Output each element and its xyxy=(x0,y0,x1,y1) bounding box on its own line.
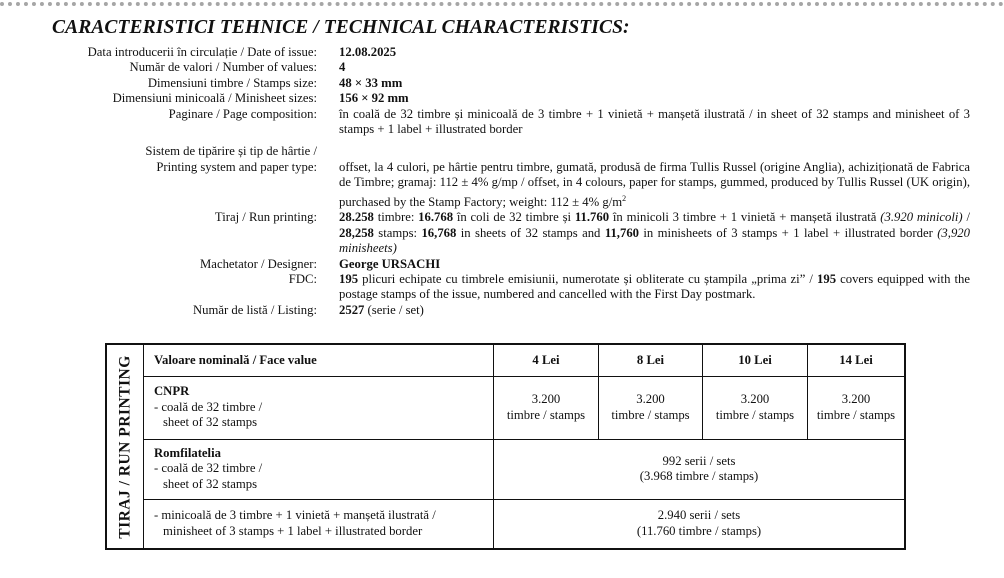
side-label-cell xyxy=(106,344,144,549)
info-row-printing xyxy=(0,160,970,210)
stamp-size-value: 48 × 33 mm xyxy=(339,75,403,90)
romfil-value2: (3.968 timbre / stamps) xyxy=(639,469,759,483)
romfil-value1: 992 serii / sets xyxy=(662,453,736,468)
printing-label-line1: Sistem de tipărire și tip de hârtie / xyxy=(145,144,317,159)
printing-value: offset, la 4 culori, pe hârtie pentru timbre, gumată, produsă de firma Tullis Russel (origine Anglia), achiziționată de Fabrica de Timbre; gramaj: 112 ± 4% g/mp / offset, in 4 colours, paper for stamps, gummed, produced by Tullis Russel (UK origin), purchased by the Stamp Factory; weight: 112 ± 4% $g/m^2$ xyxy=(339,159,970,209)
romfil-desc xyxy=(144,439,494,499)
table-header-row xyxy=(106,344,905,376)
minisheet-desc xyxy=(144,499,494,549)
cnpr-qty: 3.200 xyxy=(740,392,770,407)
date-value: 12.08.2025 xyxy=(339,45,397,59)
values-value: 4 xyxy=(339,60,346,75)
col-header-10-lei: 10 Lei xyxy=(703,344,808,376)
side-label: TIRAJ / RUN PRINTING xyxy=(116,354,134,539)
page-heading: CARACTERISTICI TEHNICE / TECHNICAL CHARACTERISTICS: xyxy=(52,17,630,38)
fdc-label: FDC: xyxy=(288,271,317,286)
composition-label: Paginare / Page composition: xyxy=(168,106,317,121)
info-row-composition xyxy=(0,107,970,138)
info-row-minisheet-size xyxy=(0,91,970,106)
info-row-listing xyxy=(0,303,970,318)
info-row-designer xyxy=(0,257,970,272)
col-header-4-lei: 4 Lei xyxy=(494,344,599,376)
cnpr-qty: 3.200 xyxy=(531,392,561,407)
run-label: Tiraj / Run printing: xyxy=(214,210,317,225)
printing-label-line2: Printing system and paper type: xyxy=(156,159,317,174)
info-row-printing-label xyxy=(0,144,970,159)
cnpr-cell-10-lei xyxy=(703,376,808,439)
table-row-cnpr xyxy=(106,376,905,439)
cnpr-unit: timbre / stamps xyxy=(506,407,586,422)
minisheet-line2: minisheet of 3 stamps + 1 label + illustrated border xyxy=(163,523,423,538)
listing-value: 2527 (serie / set) xyxy=(339,302,424,317)
table-row-romfilatelia xyxy=(106,439,905,499)
minisheet-line1: - minicoală de 3 timbre + 1 vinietă + manșetă ilustrată / xyxy=(154,508,436,523)
run-printing-table xyxy=(105,343,906,550)
col-header-8-lei: 8 Lei xyxy=(599,344,703,376)
date-label: Data introducerii în circulație / Date of issue: xyxy=(87,45,317,59)
minisheet-size-value: 156 × 92 mm xyxy=(339,91,409,106)
romfil-line2: sheet of 32 stamps xyxy=(163,476,258,491)
cnpr-unit: timbre / stamps xyxy=(715,407,795,422)
table-row-minisheet xyxy=(106,499,905,549)
romfil-line1: - coală de 32 timbre / xyxy=(154,461,263,476)
minisheet-value1: 2.940 serii / sets xyxy=(657,508,741,523)
cnpr-qty: 3.200 xyxy=(841,392,871,407)
dotted-separator xyxy=(0,2,1004,6)
info-row-stamp-size xyxy=(0,76,970,91)
listing-label: Număr de listă / Listing: xyxy=(192,302,317,317)
minisheet-value-cell xyxy=(494,499,906,549)
cnpr-cell-8-lei xyxy=(599,376,703,439)
info-row-date xyxy=(0,45,970,60)
run-value: 28.258 timbre: 16.768 în coli de 32 timbre și 11.760 în minicoli 3 timbre + 1 vinietă + manșetă ilustrată (3.920 minicoli) / 28,258 stamps: 16,768 in sheets of 32 stamps and 11,760 in minisheets of 3 stamps + 1 label + illustrated border (3,920 minisheets) xyxy=(339,210,970,256)
designer-value: George URSACHI xyxy=(339,256,441,271)
face-value-header: Valoare nominală / Face value xyxy=(144,344,494,376)
designer-label: Machetator / Designer: xyxy=(200,256,317,271)
info-row-run xyxy=(0,210,970,256)
info-row-fdc xyxy=(0,272,970,303)
composition-value: în coală de 32 timbre și minicoală de 3 timbre + 1 vinietă + manșetă ilustrată / in sheet of 32 stamps and minisheet of 3 stamps + 1 label + illustrated border xyxy=(339,106,970,137)
col-header-14-lei: 14 Lei xyxy=(808,344,906,376)
cnpr-line2: sheet of 32 stamps xyxy=(163,415,258,430)
romfil-value-cell xyxy=(494,439,906,499)
romfil-title: Romfilatelia xyxy=(154,445,221,460)
cnpr-cell-4-lei xyxy=(494,376,599,439)
cnpr-qty: 3.200 xyxy=(636,392,665,407)
technical-info xyxy=(0,45,970,318)
cnpr-title: CNPR xyxy=(154,384,190,399)
run-printing-table-wrapper xyxy=(105,343,906,550)
minisheet-size-label: Dimensiuni minicoală / Minisheet sizes: xyxy=(112,91,317,106)
cnpr-unit: timbre / stamps xyxy=(816,407,896,422)
fdc-value: 195 plicuri echipate cu timbrele emisiunii, numerotate și obliterate cu ștampila „prima zi” / 195 covers equipped with the postage stamps of the issue, numbered and cancelled with the First Day postmark. xyxy=(339,271,970,302)
cnpr-line1: - coală de 32 timbre / xyxy=(154,399,263,414)
cnpr-unit: timbre / stamps xyxy=(611,407,690,422)
cnpr-desc xyxy=(144,376,494,439)
stamp-size-label: Dimensiuni timbre / Stamps size: xyxy=(147,75,317,90)
values-label: Număr de valori / Number of values: xyxy=(129,60,317,75)
minisheet-value2: (11.760 timbre / stamps) xyxy=(636,523,762,538)
info-row-values xyxy=(0,60,970,75)
cnpr-cell-14-lei xyxy=(808,376,906,439)
